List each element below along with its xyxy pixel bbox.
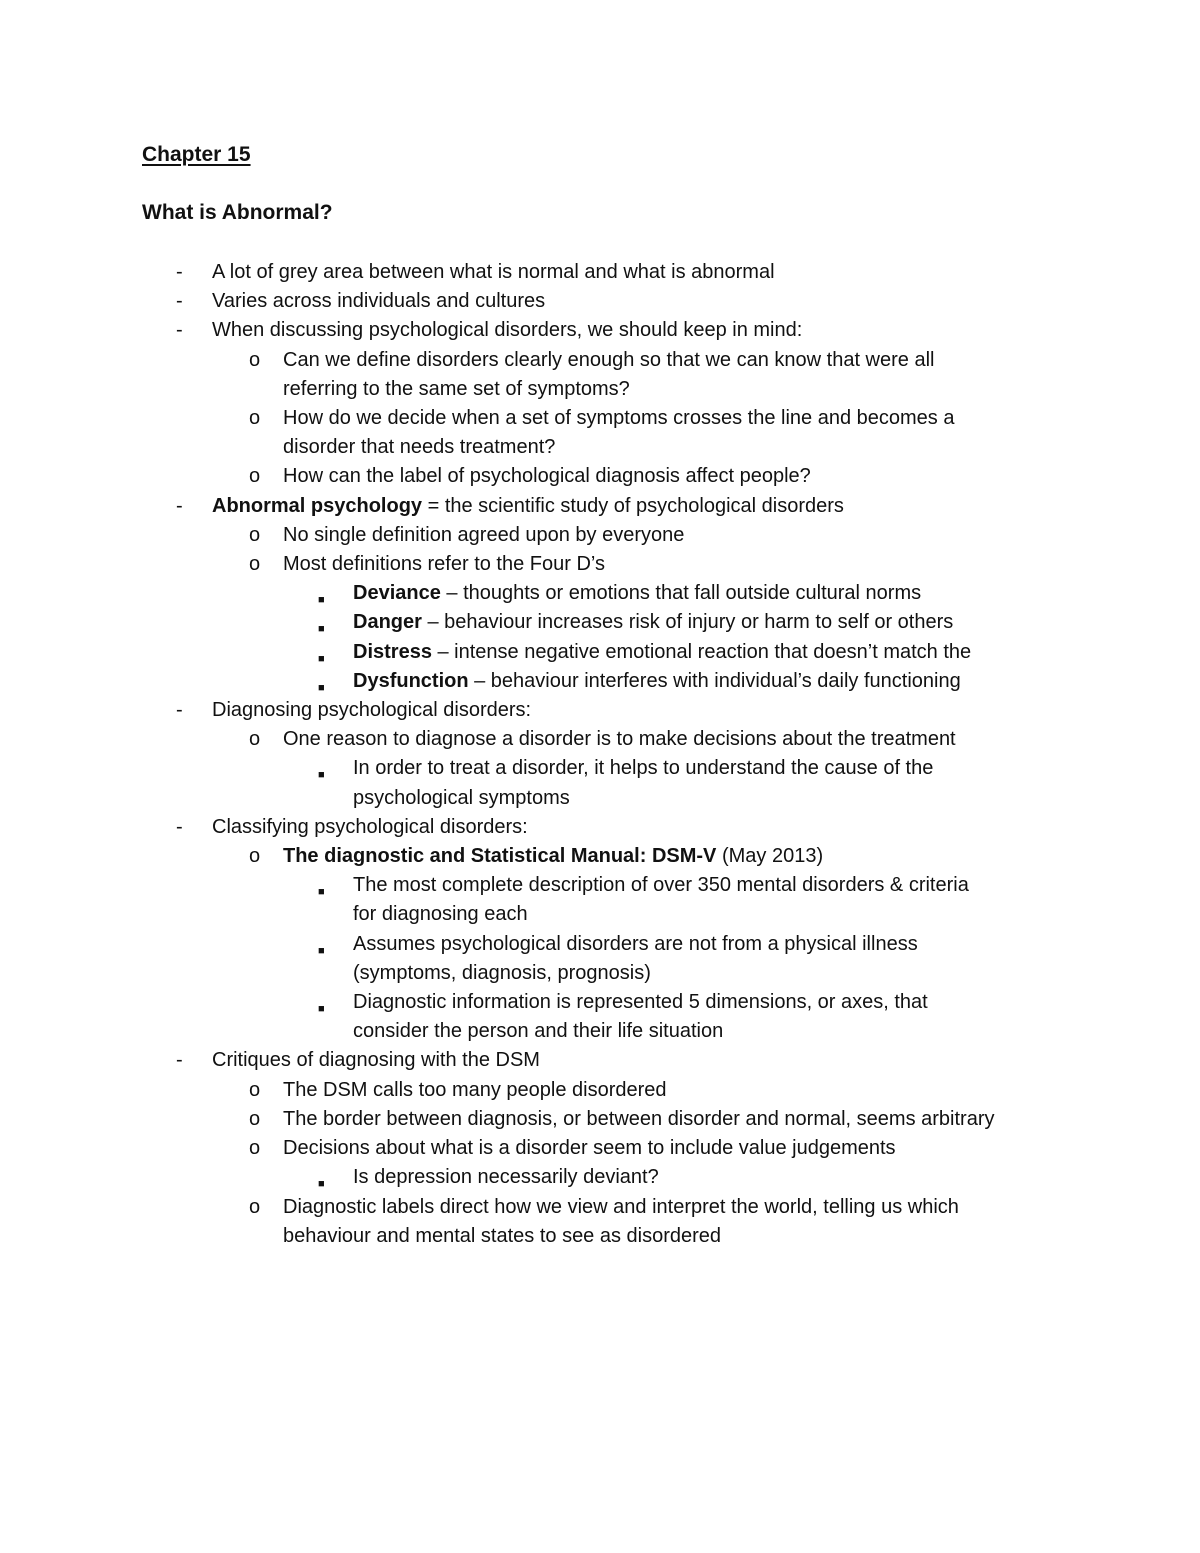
item-text: – intense negative emotional reaction that doesn’t match the [431,640,972,663]
item-text: Critiques of diagnosing with the DSM [212,1049,540,1072]
dash-bullet: - [176,699,183,722]
list-item [0,1134,1200,1163]
circle-bullet: o [249,553,261,576]
square-bullet: ■ [318,1003,325,1016]
list-item [0,492,1200,521]
item-text: – thoughts or emotions that fall outside cultural norms [440,582,922,605]
list-item [0,287,1200,316]
list-item [0,754,1200,783]
list-item [0,346,1200,375]
item-text: How do we decide when a set of symptoms crosses the line and becomes a [283,407,955,430]
item-text: (symptoms, diagnosis, prognosis) [353,961,651,984]
square-bullet: ■ [318,681,325,694]
item-text: Varies across individuals and cultures [212,290,546,313]
circle-bullet: o [249,845,261,868]
item-text: How can the label of psychological diagnosis affect people? [283,465,811,488]
item-text: Most definitions refer to the Four D’s [283,553,605,576]
dash-bullet: - [176,494,183,517]
dash-bullet: - [176,319,183,342]
list-item [0,608,1200,637]
section-heading: What is Abnormal? [142,201,333,224]
list-item [0,813,1200,842]
item-text: No single definition agreed upon by everyone [283,523,685,546]
item-text: The DSM calls too many people disordered [283,1078,667,1101]
list-item [0,1163,1200,1192]
term-abnormal-psychology: Abnormal psychology [212,494,423,517]
list-item [0,725,1200,754]
circle-bullet: o [249,1195,261,1218]
item-text: Is depression necessarily deviant? [353,1166,659,1189]
list-item [0,842,1200,871]
item-text: Assumes psychological disorders are not from a physical illness [353,932,918,955]
item-text: psychological symptoms [353,786,570,809]
dash-bullet: - [176,815,183,838]
list-item [0,462,1200,491]
list-item [0,638,1200,667]
list-item-continuation [0,433,1200,462]
circle-bullet: o [249,348,261,371]
item-text: Diagnostic labels direct how we view and interpret the world, telling us which [283,1195,959,1218]
circle-bullet: o [249,1078,261,1101]
item-text: consider the person and their life situation [353,1020,724,1043]
item-text: When discussing psychological disorders, we should keep in mind: [212,319,803,342]
list-item-continuation [0,959,1200,988]
list-item [0,1105,1200,1134]
item-text: Diagnosing psychological disorders: [212,699,532,722]
list-item [0,1193,1200,1222]
circle-bullet: o [249,465,261,488]
list-item [0,404,1200,433]
item-text: – behaviour increases risk of injury or harm to self or others [421,611,954,634]
term-danger: Danger [353,611,422,634]
term-dysfunction: Dysfunction [353,669,469,692]
list-item [0,258,1200,287]
item-text: disorder that needs treatment? [283,436,556,459]
notes-outline [0,258,1200,1251]
circle-bullet: o [249,407,261,430]
item-text: = the scientific study of psychological disorders [422,494,844,517]
item-text: In order to treat a disorder, it helps to understand the cause of the [353,757,934,780]
circle-bullet: o [249,728,261,751]
term-distress: Distress [353,640,432,663]
item-text: for diagnosing each [353,903,528,926]
item-text: Can we define disorders clearly enough so that we can know that were all [283,348,935,371]
dash-bullet: - [176,290,183,313]
item-text: – behaviour interferes with individual’s daily functioning [468,669,961,692]
list-item-continuation [0,1222,1200,1251]
item-text: Diagnostic information is represented 5 dimensions, or axes, that [353,991,928,1014]
square-bullet: ■ [318,886,325,899]
circle-bullet: o [249,523,261,546]
list-item [0,988,1200,1017]
circle-bullet: o [249,1107,261,1130]
chapter-title: Chapter 15 [142,143,251,166]
dash-bullet: - [176,261,183,283]
item-text: Classifying psychological disorders: [212,815,528,838]
circle-bullet: o [249,1137,261,1160]
list-item-continuation [0,375,1200,404]
list-item [0,667,1200,696]
list-item-continuation [0,900,1200,929]
list-item-continuation [0,1017,1200,1046]
list-item [0,579,1200,608]
item-text: behaviour and mental states to see as disordered [283,1224,722,1247]
item-text: The most complete description of over 350 mental disorders & criteria [353,874,969,897]
square-bullet: ■ [318,769,325,782]
term-deviance: Deviance [353,582,441,605]
list-item-continuation [0,784,1200,813]
item-text: referring to the same set of symptoms? [283,377,630,400]
item-text: One reason to diagnose a disorder is to make decisions about the treatment [283,728,956,751]
list-item [0,521,1200,550]
square-bullet: ■ [318,1178,325,1191]
square-bullet: ■ [318,944,325,957]
square-bullet: ■ [318,594,325,607]
item-text: A lot of grey area between what is normal and what is abnormal [212,261,775,283]
list-item [0,696,1200,725]
list-item [0,1046,1200,1075]
list-item [0,550,1200,579]
term-dsm-v: The diagnostic and Statistical Manual: DSM-V [283,845,717,868]
list-item [0,930,1200,959]
square-bullet: ■ [318,652,325,665]
item-text: Decisions about what is a disorder seem to include value judgements [283,1137,896,1160]
list-item [0,1076,1200,1105]
item-text: (May 2013) [716,845,824,868]
dash-bullet: - [176,1049,183,1072]
list-item [0,871,1200,900]
item-text: The border between diagnosis, or between disorder and normal, seems arbitrary [283,1107,995,1130]
list-item [0,316,1200,345]
square-bullet: ■ [318,623,325,636]
